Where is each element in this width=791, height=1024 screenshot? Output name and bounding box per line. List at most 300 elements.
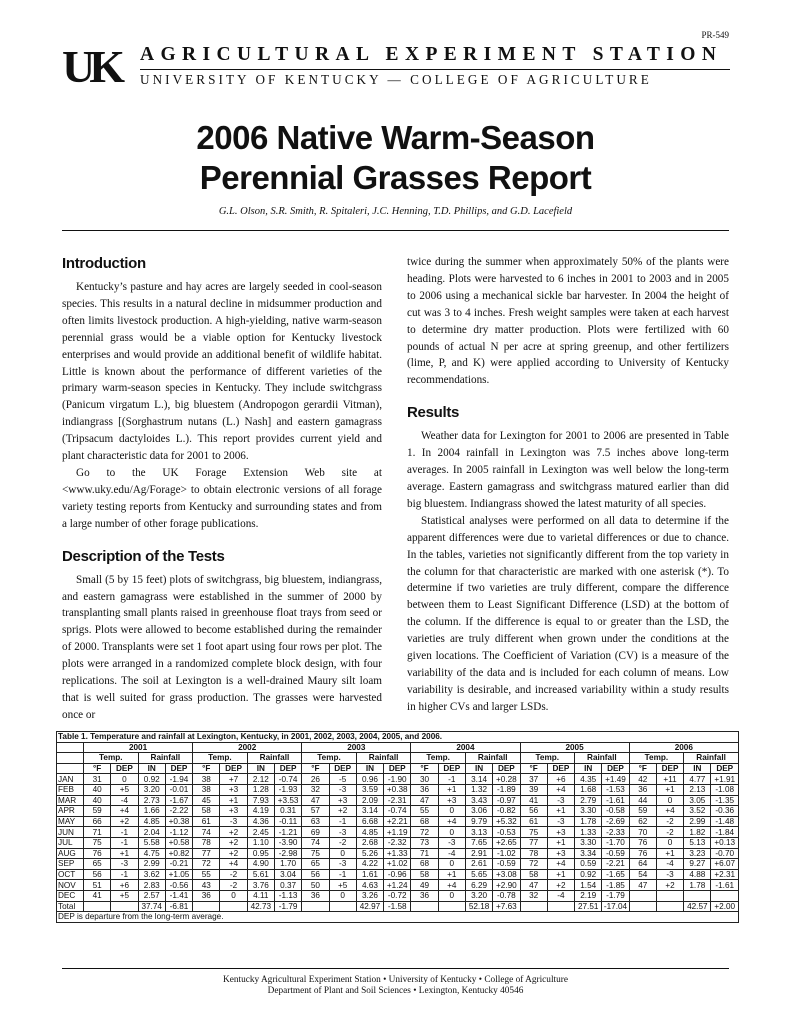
corner-cell — [57, 742, 84, 753]
table-cell: 4.35 — [575, 774, 602, 785]
title-rule — [62, 230, 729, 231]
table-cell — [711, 890, 739, 901]
table-cell: 57 — [302, 806, 329, 817]
table-cell: +2.31 — [711, 869, 739, 880]
table-cell: +2 — [329, 806, 356, 817]
table-cell: 0.92 — [138, 774, 165, 785]
table-cell: +2 — [656, 880, 683, 891]
table-cell: 3.04 — [274, 869, 301, 880]
table-cell: 49 — [411, 880, 438, 891]
table-cell: 76 — [84, 848, 111, 859]
table-cell: 4.11 — [247, 890, 274, 901]
uk-logo — [62, 41, 132, 92]
table-cell — [329, 901, 356, 912]
rainfall-group-header: Rainfall — [465, 753, 520, 764]
table-cell: +1 — [438, 784, 465, 795]
table-cell: 63 — [302, 816, 329, 827]
table-cell: 31 — [84, 774, 111, 785]
table-cell: +0.13 — [711, 837, 739, 848]
month-cell: NOV — [57, 880, 84, 891]
unit-header: DEP — [220, 763, 247, 774]
table-cell: 0.95 — [247, 848, 274, 859]
table-cell: 71 — [411, 848, 438, 859]
table-cell: -0.96 — [384, 869, 411, 880]
table-cell: 2.13 — [684, 784, 711, 795]
logo-text: UK — [62, 41, 119, 92]
table-cell: 45 — [193, 795, 220, 806]
table-cell: 4.85 — [138, 816, 165, 827]
table-cell: 59 — [629, 806, 656, 817]
results-heading: Results — [407, 404, 460, 422]
table-cell: 61 — [520, 816, 547, 827]
month-cell: MAY — [57, 816, 84, 827]
unit-header: °F — [193, 763, 220, 774]
table-cell: 36 — [411, 890, 438, 901]
table-cell: +0.28 — [493, 774, 520, 785]
table-cell: -2.98 — [274, 848, 301, 859]
temp-group-header: Temp. — [193, 753, 248, 764]
table-cell: -0.36 — [711, 806, 739, 817]
table-cell: +3.08 — [493, 869, 520, 880]
footer-line-2: Department of Plant and Soil Sciences • Lexington, Kentucky 40546 — [267, 986, 524, 996]
table-cell: -0.59 — [602, 848, 629, 859]
table-cell: 36 — [193, 890, 220, 901]
table-cell: 5.61 — [247, 869, 274, 880]
month-cell: JUN — [57, 827, 84, 838]
table-cell: -2 — [656, 816, 683, 827]
table-cell: -2 — [220, 869, 247, 880]
table-cell: 59 — [84, 806, 111, 817]
table-cell: +1 — [220, 795, 247, 806]
table-cell: +4 — [111, 806, 138, 817]
unit-header: DEP — [165, 763, 192, 774]
table-cell: 2.83 — [138, 880, 165, 891]
table-cell: -1.89 — [493, 784, 520, 795]
table-cell: 58 — [193, 806, 220, 817]
table-cell: -4 — [111, 795, 138, 806]
table-cell: 40 — [84, 784, 111, 795]
month-cell: SEP — [57, 859, 84, 870]
table-cell: -0.53 — [493, 827, 520, 838]
table-cell: 69 — [302, 827, 329, 838]
table-cell: 2.19 — [575, 890, 602, 901]
table-cell: 6.29 — [465, 880, 492, 891]
table-cell: 4.63 — [356, 880, 383, 891]
table-cell: -1.85 — [602, 880, 629, 891]
table-cell: -1.79 — [274, 901, 301, 912]
table-cell — [629, 890, 656, 901]
table-cell: +3 — [438, 795, 465, 806]
table-cell: 78 — [520, 848, 547, 859]
table-cell: 9.79 — [465, 816, 492, 827]
table-cell: +5 — [111, 890, 138, 901]
table-cell: 75 — [520, 827, 547, 838]
table-row — [57, 837, 739, 848]
table-cell: -0.74 — [384, 806, 411, 817]
table-row — [57, 901, 739, 912]
table-cell: -2 — [220, 880, 247, 891]
table-cell: 52.18 — [465, 901, 492, 912]
table-cell: -2.31 — [384, 795, 411, 806]
table-cell: 1.32 — [465, 784, 492, 795]
table-cell: -1.61 — [602, 795, 629, 806]
table-cell: -2.22 — [165, 806, 192, 817]
table-cell: +0.38 — [165, 816, 192, 827]
table-cell: 76 — [629, 848, 656, 859]
table-cell: +0.82 — [165, 848, 192, 859]
table-cell: 0 — [438, 859, 465, 870]
table-cell: 50 — [302, 880, 329, 891]
table-cell — [438, 901, 465, 912]
table-cell — [411, 901, 438, 912]
table-cell: 2.04 — [138, 827, 165, 838]
table-row — [57, 827, 739, 838]
table-cell: -1.21 — [274, 827, 301, 838]
table-cell: +1.24 — [384, 880, 411, 891]
table-cell: 56 — [520, 806, 547, 817]
document-number: PR-549 — [701, 30, 729, 40]
table-cell: 3.52 — [684, 806, 711, 817]
tests-heading: Description of the Tests — [62, 547, 225, 565]
unit-header: DEP — [656, 763, 683, 774]
table-cell: +3 — [220, 806, 247, 817]
table-cell: 2.99 — [138, 859, 165, 870]
table-cell: +0.58 — [165, 837, 192, 848]
table-cell: 41 — [84, 890, 111, 901]
table-cell: 51 — [84, 880, 111, 891]
table-cell: 1.78 — [684, 880, 711, 891]
table-cell: 0 — [111, 774, 138, 785]
authors: G.L. Olson, S.R. Smith, R. Spitaleri, J.C. Henning, T.D. Phillips, and G.D. Lacefield — [218, 206, 573, 217]
table-cell: -2 — [656, 827, 683, 838]
table-cell: 5.65 — [465, 869, 492, 880]
table-cell: +5 — [329, 880, 356, 891]
table-cell: 2.79 — [575, 795, 602, 806]
table-cell: 75 — [84, 837, 111, 848]
table-cell: 70 — [629, 827, 656, 838]
table-cell: -1 — [111, 869, 138, 880]
table-cell: -3 — [547, 816, 574, 827]
table-cell: 3.30 — [575, 837, 602, 848]
rainfall-group-header: Rainfall — [575, 753, 630, 764]
table-cell: +3 — [329, 795, 356, 806]
table-cell: -1.12 — [165, 827, 192, 838]
table-cell: -1.35 — [711, 795, 739, 806]
unit-header: DEP — [384, 763, 411, 774]
table-cell: -6.81 — [165, 901, 192, 912]
table-cell: 36 — [302, 890, 329, 901]
table-cell: 2.12 — [247, 774, 274, 785]
year-header: 2003 — [302, 742, 411, 753]
table-cell: -1.84 — [711, 827, 739, 838]
table-cell: 3.06 — [465, 806, 492, 817]
table-row — [57, 880, 739, 891]
unit-header: DEP — [493, 763, 520, 774]
month-cell: Total — [57, 901, 84, 912]
table-cell: 3.23 — [684, 848, 711, 859]
table-cell: 3.62 — [138, 869, 165, 880]
table-cell: -2.21 — [602, 859, 629, 870]
table-row — [57, 859, 739, 870]
table-cell: 2.68 — [356, 837, 383, 848]
table-cell: 32 — [302, 784, 329, 795]
table-cell: -1.58 — [384, 901, 411, 912]
table-cell: 2.57 — [138, 890, 165, 901]
table-row — [57, 774, 739, 785]
table-cell: -0.56 — [165, 880, 192, 891]
table-cell: 43 — [193, 880, 220, 891]
table-cell: 73 — [411, 837, 438, 848]
table-cell: 0 — [329, 848, 356, 859]
table-cell: +2.65 — [493, 837, 520, 848]
table-cell: 0.31 — [274, 806, 301, 817]
table-cell: 3.14 — [465, 774, 492, 785]
table-cell: 72 — [411, 827, 438, 838]
table-cell: -1 — [111, 837, 138, 848]
table-cell: -3 — [329, 827, 356, 838]
table-cell: +7.63 — [493, 901, 520, 912]
table-cell: -0.59 — [493, 859, 520, 870]
table-cell: -3 — [220, 816, 247, 827]
table-cell: -1.61 — [711, 880, 739, 891]
month-cell: MAR — [57, 795, 84, 806]
unit-header: DEP — [111, 763, 138, 774]
rainfall-group-header: Rainfall — [247, 753, 302, 764]
table-cell: 2.45 — [247, 827, 274, 838]
rainfall-group-header: Rainfall — [356, 753, 411, 764]
table-cell: +3.53 — [274, 795, 301, 806]
table-cell: 38 — [193, 784, 220, 795]
table-cell: 58 — [411, 869, 438, 880]
table-cell: +7 — [220, 774, 247, 785]
year-header: 2004 — [411, 742, 520, 753]
station-name: AGRICULTURAL EXPERIMENT STATION — [140, 44, 723, 65]
unit-header: DEP — [547, 763, 574, 774]
table-cell: 72 — [193, 859, 220, 870]
table-group-row — [57, 753, 739, 764]
table-cell: 77 — [193, 848, 220, 859]
table-cell: 42 — [629, 774, 656, 785]
table-cell: 4.85 — [356, 827, 383, 838]
temp-group-header: Temp. — [302, 753, 357, 764]
table-cell: +6.07 — [711, 859, 739, 870]
table-cell: 2.09 — [356, 795, 383, 806]
results-paragraph-1: Weather data for Lexington for 2001 to 2006 are presented in Table 1. In 2004 rainfall in Lexington was 7.5 inches above long-term averages. In 2005 rainfall in Lexington was well below the long-term average. Eastern gamagrass and switchgrass matured earlier than did big bluestem. Indiangrass showed the latest maturity of all species. — [407, 430, 729, 510]
table-cell: 3.13 — [465, 827, 492, 838]
table-cell: 47 — [629, 880, 656, 891]
table-cell: 38 — [193, 774, 220, 785]
table-cell: -3 — [656, 869, 683, 880]
table-cell: -1.93 — [274, 784, 301, 795]
table-cell: +0.38 — [384, 784, 411, 795]
table-cell: 66 — [84, 816, 111, 827]
table-cell: +2.90 — [493, 880, 520, 891]
table-cell: +1.05 — [165, 869, 192, 880]
table-cell — [629, 901, 656, 912]
table-cell: 71 — [84, 827, 111, 838]
temp-group-header: Temp. — [629, 753, 684, 764]
table-row — [57, 806, 739, 817]
weather-table-body — [57, 732, 739, 923]
table-cell: 61 — [193, 816, 220, 827]
table-cell: 4.88 — [684, 869, 711, 880]
month-cell: FEB — [57, 784, 84, 795]
table-cell: 37.74 — [138, 901, 165, 912]
title-line-2: Perennial Grasses Report — [199, 159, 592, 196]
year-header: 2006 — [629, 742, 738, 753]
table-cell: +2 — [220, 827, 247, 838]
footer-rule — [62, 968, 729, 969]
table-cell: -5 — [329, 774, 356, 785]
table-cell: 75 — [302, 848, 329, 859]
table-cell: 42.73 — [247, 901, 274, 912]
unit-header: IN — [138, 763, 165, 774]
unit-header: °F — [84, 763, 111, 774]
table-cell: 3.20 — [138, 784, 165, 795]
table-row — [57, 795, 739, 806]
table-cell: 5.26 — [356, 848, 383, 859]
temp-group-header: Temp. — [84, 753, 139, 764]
table-cell: 0.59 — [575, 859, 602, 870]
table-cell: 2.61 — [465, 859, 492, 870]
table-cell: 65 — [84, 859, 111, 870]
table-cell: 47 — [411, 795, 438, 806]
table-cell: 68 — [411, 816, 438, 827]
month-cell: OCT — [57, 869, 84, 880]
table-cell: -0.01 — [165, 784, 192, 795]
table-cell: 55 — [411, 806, 438, 817]
table-cell: +4 — [547, 784, 574, 795]
table-cell — [111, 901, 138, 912]
table-cell — [684, 890, 711, 901]
table-cell: -0.58 — [602, 806, 629, 817]
table-cell: 0 — [329, 890, 356, 901]
table-cell: 3.34 — [575, 848, 602, 859]
title-line-1: 2006 Native Warm-Season — [196, 119, 595, 156]
table-cell: 1.10 — [247, 837, 274, 848]
table-cell: 56 — [302, 869, 329, 880]
table-cell: 30 — [411, 774, 438, 785]
table-cell: +1.33 — [384, 848, 411, 859]
table-cell: 74 — [193, 827, 220, 838]
table-cell: 1.82 — [684, 827, 711, 838]
table-cell: -4 — [656, 859, 683, 870]
table-cell: 4.75 — [138, 848, 165, 859]
table-cell: 3.14 — [356, 806, 383, 817]
table-cell: 1.28 — [247, 784, 274, 795]
table-cell: 4.90 — [247, 859, 274, 870]
table-cell: +2 — [111, 816, 138, 827]
table-cell: -0.70 — [711, 848, 739, 859]
table-cell: -1 — [438, 774, 465, 785]
unit-header: IN — [247, 763, 274, 774]
unit-header: °F — [302, 763, 329, 774]
table-cell: 3.43 — [465, 795, 492, 806]
table-cell: -4 — [438, 848, 465, 859]
table-cell: +2 — [220, 837, 247, 848]
table-cell: -1.08 — [711, 784, 739, 795]
right-column — [407, 254, 729, 716]
table-cell: 4.22 — [356, 859, 383, 870]
table-cell: 6.68 — [356, 816, 383, 827]
tests-paragraph-1: Small (5 by 15 feet) plots of switchgrass, big bluestem, indiangrass, and eastern gamagrass were established in the summer of 2000 by transplanting small plants raised in greenhouse float trays from seed or sprigs. Plots were allowed to become established during the remainder of 2000. Transplants were set 1 foot apart using four rows per plot. The plots were arranged in a randomized complete block design, with four replications. The soil at Lexington is a well-drained Maury silt loam that is well suited for grass production. The grasses were harvested once or — [62, 573, 382, 721]
unit-header: DEP — [438, 763, 465, 774]
weather-table-container — [56, 731, 739, 923]
table-cell: -0.21 — [165, 859, 192, 870]
table-caption: Table 1. Temperature and rainfall at Lexington, Kentucky, in 2001, 2002, 2003, 2004, 2005, and 2006. — [57, 732, 739, 743]
month-cell: DEC — [57, 890, 84, 901]
table-cell: +1 — [438, 869, 465, 880]
table-cell — [193, 901, 220, 912]
footer-line-1: Kentucky Agricultural Experiment Station • University of Kentucky • College of Agriculture — [223, 975, 568, 985]
table-cell: 3.05 — [684, 795, 711, 806]
table-cell: +6 — [547, 774, 574, 785]
table-cell: 74 — [302, 837, 329, 848]
table-cell: -3 — [438, 837, 465, 848]
table-cell: -2 — [329, 837, 356, 848]
unit-header: IN — [356, 763, 383, 774]
table-cell: 68 — [411, 859, 438, 870]
table-row — [57, 816, 739, 827]
table-cell — [302, 901, 329, 912]
table-cell: +4 — [220, 859, 247, 870]
table-cell: 78 — [193, 837, 220, 848]
table-cell: 4.19 — [247, 806, 274, 817]
table-cell: +11 — [656, 774, 683, 785]
table-row — [57, 869, 739, 880]
table-cell: 47 — [302, 795, 329, 806]
table-subheader-row — [57, 763, 739, 774]
table-note-row — [57, 912, 739, 923]
table-cell: -0.74 — [274, 774, 301, 785]
table-cell: +4 — [547, 859, 574, 870]
table-row — [57, 848, 739, 859]
table-cell: -1.70 — [602, 837, 629, 848]
corner-cell — [57, 763, 84, 774]
month-cell: JUL — [57, 837, 84, 848]
table-cell — [520, 901, 547, 912]
table-cell: 0 — [438, 827, 465, 838]
table-cell: 37 — [520, 774, 547, 785]
footer — [0, 975, 791, 997]
table-cell: 40 — [84, 795, 111, 806]
table-cell: 1.54 — [575, 880, 602, 891]
table-cell: 0.92 — [575, 869, 602, 880]
unit-header: IN — [465, 763, 492, 774]
introduction-heading: Introduction — [62, 255, 146, 272]
table-cell: -3.90 — [274, 837, 301, 848]
table-cell: 72 — [520, 859, 547, 870]
table-cell: +1.49 — [602, 774, 629, 785]
table-cell: -1.65 — [602, 869, 629, 880]
table-cell: -1.90 — [384, 774, 411, 785]
weather-table — [56, 731, 739, 923]
rainfall-group-header: Rainfall — [684, 753, 739, 764]
table-cell: 1.33 — [575, 827, 602, 838]
table-cell: -1.48 — [711, 816, 739, 827]
table-cell: 36 — [629, 784, 656, 795]
table-cell: 27.51 — [575, 901, 602, 912]
table-cell: -1.53 — [602, 784, 629, 795]
table-cell: 42.57 — [684, 901, 711, 912]
table-cell: +1 — [547, 806, 574, 817]
table-cell: -17.04 — [602, 901, 629, 912]
table-cell: 3.20 — [465, 890, 492, 901]
table-cell: 32 — [520, 890, 547, 901]
year-header: 2002 — [193, 742, 302, 753]
table-cell: 1.78 — [575, 816, 602, 827]
table-cell: 1.68 — [575, 784, 602, 795]
